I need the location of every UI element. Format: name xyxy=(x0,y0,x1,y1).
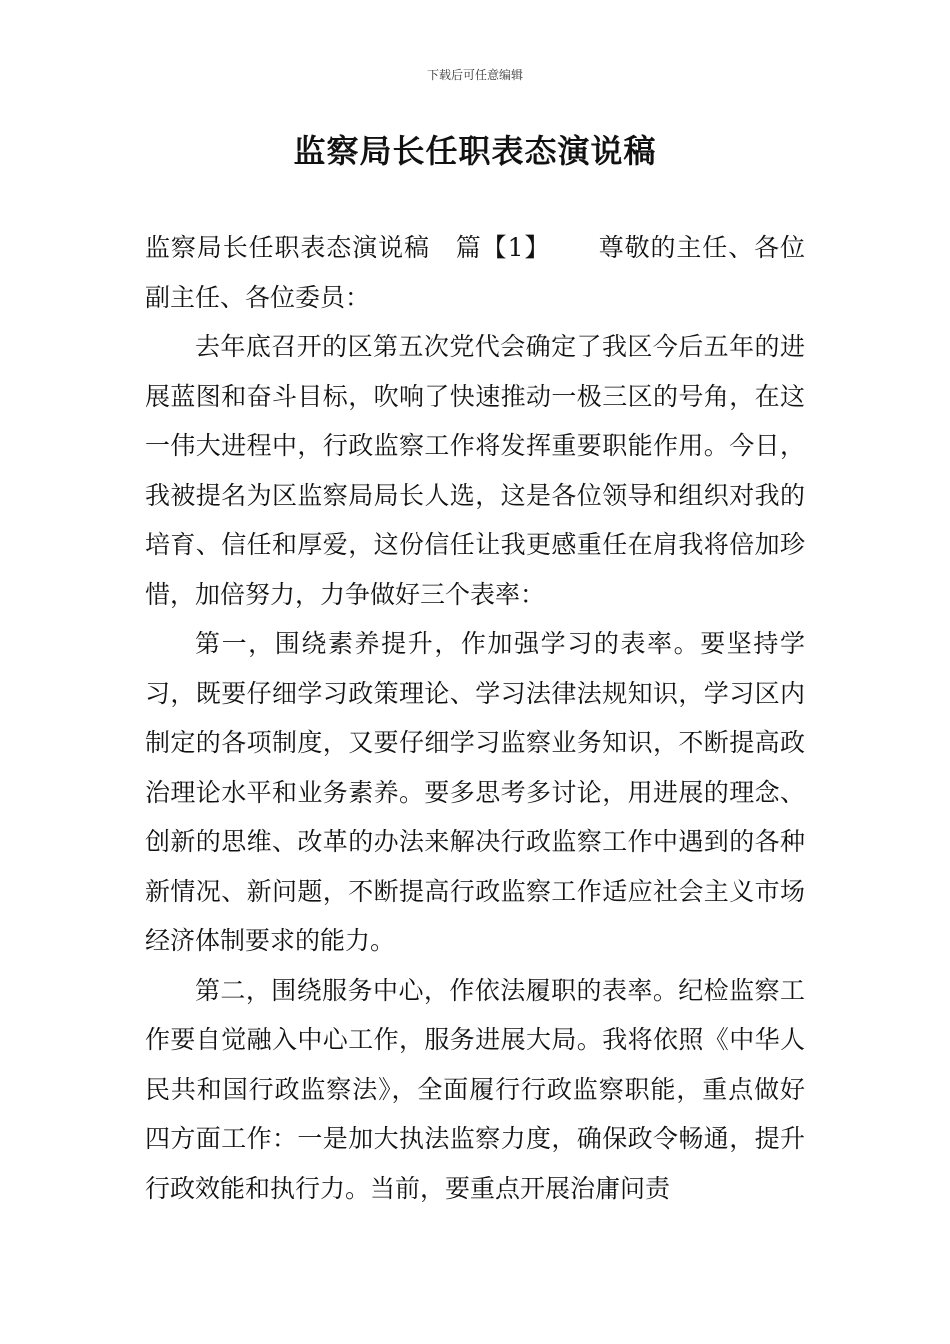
paragraph-2: 第一，围绕素养提升，作加强学习的表率。要坚持学习，既要仔细学习政策理论、学习法律法规知识，学习区内制定的各项制度，又要仔细学习监察业务知识，不断提高政治理论水平和业务素养。要多思考多讨论，用进展的理念、创新的思维、改革的办法来解决行政监察工作中遇到的各种新情况、新问题，不断提高行政监察工作适应社会主义市场经济体制要求的能力。 xyxy=(145,629,805,955)
header-note: 下载后可任意编辑 xyxy=(426,68,523,82)
salutation: 尊敬的主任、各位副主任、各位委员： xyxy=(145,233,805,312)
document-body xyxy=(145,223,805,1213)
section-heading: 监察局长任职表态演说稿 篇【1】 xyxy=(145,233,551,262)
paragraph-1: 去年底召开的区第五次党代会确定了我区今后五年的进展蓝图和奋斗目标，吹响了快速推动一极三区的号角，在这一伟大进程中，行政监察工作将发挥重要职能作用。今日，我被提名为区监察局局长人选，这是各位领导和组织对我的培育、信任和厚爱，这份信任让我更感重任在肩我将倍加珍惜，加倍努力，力争做好三个表率： xyxy=(145,332,805,609)
paragraph-3: 第二，围绕服务中心，作依法履职的表率。纪检监察工作要自觉融入中心工作，服务进展大局。我将依照《中华人民共和国行政监察法》，全面履行行政监察职能，重点做好四方面工作：一是加大执法监察力度，确保政令畅通，提升行政效能和执行力。当前，要重点开展治庸问责 xyxy=(145,975,805,1203)
document-title: 监察局长任职表态演说稿 xyxy=(293,132,657,170)
intro-paragraph xyxy=(145,223,805,322)
